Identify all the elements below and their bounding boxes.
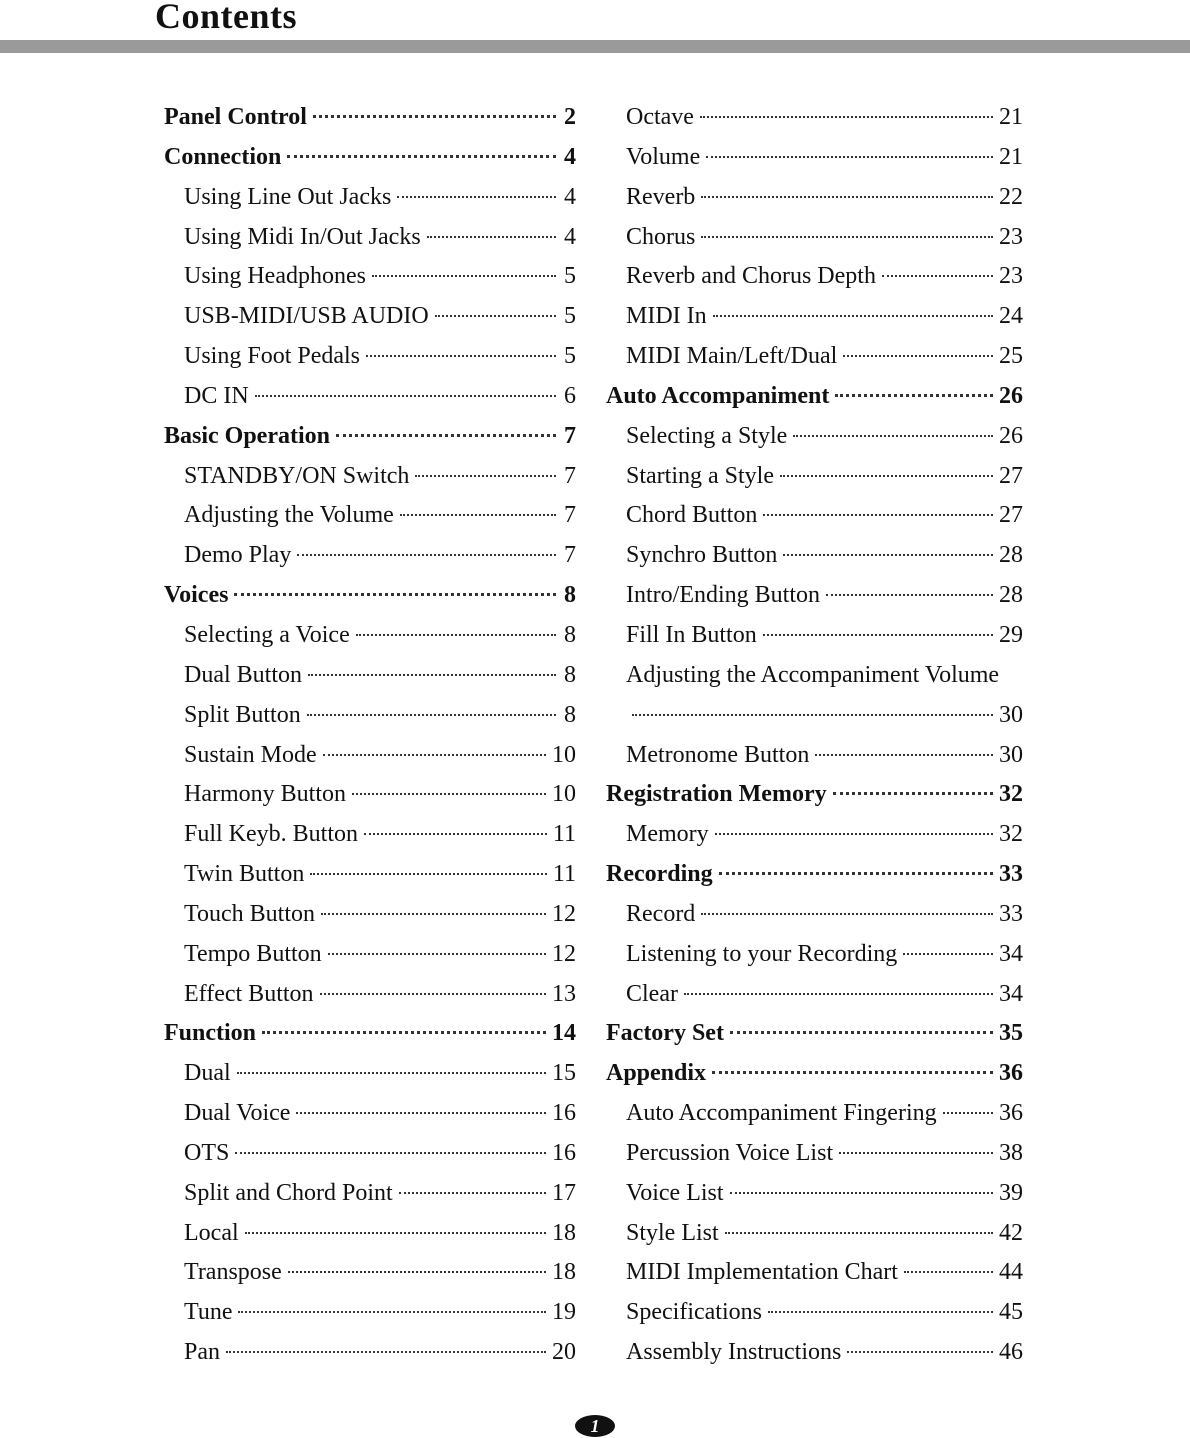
dot-leader: [713, 315, 993, 317]
toc-page-number: 5: [564, 343, 576, 370]
toc-entry-label: Full Keyb. Button: [184, 821, 359, 848]
toc-page-number: 38: [999, 1139, 1023, 1166]
dot-leader: [701, 236, 993, 238]
toc-entry-label: Transpose: [184, 1259, 282, 1286]
toc-page-number: 10: [552, 781, 576, 808]
toc-entry-label: Percussion Voice List: [626, 1139, 834, 1166]
dot-leader: [255, 395, 556, 397]
toc-page-number: 4: [564, 183, 576, 210]
toc-page-number: 36: [999, 1100, 1023, 1127]
toc-entry[interactable]: [606, 536, 1023, 576]
toc-page-number: 8: [564, 621, 576, 648]
toc-page-number: 24: [999, 303, 1023, 330]
toc-entry-label: Intro/Ending Button: [626, 582, 820, 609]
toc-entry-label: Voices: [164, 582, 229, 609]
toc-page-number: 39: [999, 1179, 1023, 1206]
toc-entry-label: DC IN: [184, 382, 249, 409]
toc-page-number: 8: [564, 582, 576, 609]
toc-entry-label: Using Headphones: [184, 263, 366, 290]
toc-entry-label: Specifications: [626, 1299, 762, 1326]
toc-page-number: 32: [999, 821, 1023, 848]
toc-entry-label: MIDI In: [626, 303, 707, 330]
toc-page-number: 28: [999, 542, 1023, 569]
toc-page-number: 12: [552, 940, 576, 967]
toc-entry-label: Listening to your Recording: [626, 940, 898, 967]
toc-page-number: 7: [564, 542, 576, 569]
toc-page-number: 34: [999, 940, 1023, 967]
toc-entry[interactable]: [606, 616, 1023, 656]
toc-page-number: 25: [999, 343, 1023, 370]
toc-page-number: 16: [552, 1139, 576, 1166]
toc-entry[interactable]: [606, 895, 1023, 935]
toc-page-number: 8: [564, 661, 576, 688]
dot-leader: [763, 514, 993, 516]
dot-leader: [235, 1152, 546, 1154]
dot-leader: [238, 1311, 546, 1313]
dot-leader: [719, 872, 993, 875]
toc-page-number: 16: [552, 1100, 576, 1127]
toc-entry[interactable]: [606, 815, 1023, 855]
toc-section-heading[interactable]: [606, 377, 1023, 417]
toc-entry[interactable]: [606, 218, 1023, 258]
toc-entry-label: MIDI Main/Left/Dual: [626, 343, 838, 370]
dot-leader: [320, 993, 546, 995]
toc-page-number: 32: [999, 781, 1023, 808]
toc-entry[interactable]: [164, 1054, 576, 1094]
toc-entry[interactable]: [164, 895, 576, 935]
toc-entry[interactable]: [606, 935, 1023, 975]
toc-page-number: 7: [564, 422, 576, 449]
toc-entry[interactable]: [606, 736, 1023, 776]
dot-leader: [826, 594, 993, 596]
toc-section-heading[interactable]: [606, 1014, 1023, 1054]
toc-entry[interactable]: [606, 178, 1023, 218]
dot-leader: [730, 1192, 993, 1194]
toc-entry-label: Selecting a Style: [626, 422, 788, 449]
toc-page-number: 17: [552, 1179, 576, 1206]
toc-page-number: 12: [552, 900, 576, 927]
toc-page-number: 33: [999, 861, 1023, 888]
toc-entry[interactable]: [606, 337, 1023, 377]
toc-entry-label: OTS: [184, 1139, 230, 1166]
toc-page-number: 13: [552, 980, 576, 1007]
toc-page-number: 29: [999, 621, 1023, 648]
toc-entry-label: Synchro Button: [626, 542, 778, 569]
toc-entry-label: Selecting a Voice: [184, 621, 350, 648]
toc-entry[interactable]: [164, 1134, 576, 1174]
toc-entry-label: Pan: [184, 1339, 220, 1366]
dot-leader: [783, 554, 993, 556]
dot-leader: [706, 156, 993, 158]
dot-leader: [847, 1351, 993, 1353]
toc-entry-label: Appendix: [606, 1060, 707, 1087]
toc-entry[interactable]: [164, 696, 576, 736]
dot-leader: [712, 1071, 993, 1074]
toc-entry[interactable]: [164, 1293, 576, 1333]
dot-leader: [336, 434, 556, 437]
toc-entry-label: Dual: [184, 1060, 231, 1087]
toc-entry[interactable]: [606, 696, 1023, 736]
toc-entry-label: Fill In Button: [626, 621, 757, 648]
toc-entry[interactable]: [164, 855, 576, 895]
dot-leader: [296, 1112, 546, 1114]
toc-entry-label: Adjusting the Accompaniment Volume: [626, 661, 1000, 688]
toc-entry-label: Using Line Out Jacks: [184, 183, 392, 210]
toc-entry[interactable]: [164, 656, 576, 696]
toc-entry[interactable]: [606, 496, 1023, 536]
dot-leader: [397, 196, 556, 198]
dot-leader: [310, 873, 547, 875]
toc-page-number: 44: [999, 1259, 1023, 1286]
toc-entry[interactable]: [606, 138, 1023, 178]
toc-section-heading[interactable]: [164, 138, 576, 178]
toc-entry[interactable]: [164, 457, 576, 497]
toc-entry-label: Twin Button: [184, 861, 305, 888]
toc-page-number: 35: [999, 1020, 1023, 1047]
toc-page-number: 4: [564, 223, 576, 250]
toc-entry-label: Recording: [606, 861, 713, 888]
dot-leader: [328, 953, 546, 955]
toc-entry-label: Reverb: [626, 183, 696, 210]
toc-entry[interactable]: [164, 297, 576, 337]
dot-leader: [701, 196, 993, 198]
dot-leader: [308, 674, 556, 676]
toc-page-number: 5: [564, 303, 576, 330]
dot-leader: [763, 634, 993, 636]
dot-leader: [313, 115, 556, 118]
toc-entry-label: Connection: [164, 143, 282, 170]
page-number-badge: 1: [575, 1415, 615, 1437]
toc-entry-label: Panel Control: [164, 104, 307, 130]
toc-entry-label: Auto Accompaniment: [606, 382, 830, 409]
dot-leader: [835, 394, 993, 397]
toc-entry-label: Adjusting the Volume: [184, 502, 394, 529]
dot-leader: [297, 554, 556, 556]
dot-leader: [904, 1271, 993, 1273]
toc-entry[interactable]: [164, 736, 576, 776]
toc-page-number: 27: [999, 462, 1023, 489]
toc-entry[interactable]: [164, 257, 576, 297]
toc-section-heading[interactable]: [606, 1054, 1023, 1094]
dot-leader: [833, 792, 993, 795]
toc-entry[interactable]: [164, 1094, 576, 1134]
toc-entry-label: Clear: [626, 980, 678, 1007]
toc-entry-label: Memory: [626, 821, 709, 848]
toc-entry-label: Using Foot Pedals: [184, 343, 361, 370]
toc-entry-label: Record: [626, 900, 696, 927]
toc-entry-label: Chorus: [626, 223, 696, 250]
toc-entry[interactable]: [606, 576, 1023, 616]
toc-entry-label: Dual Voice: [184, 1100, 291, 1127]
toc-entry[interactable]: [606, 1134, 1023, 1174]
dot-leader: [730, 1031, 993, 1034]
toc-entry[interactable]: [606, 1214, 1023, 1254]
dot-leader: [352, 793, 546, 795]
toc-page-number: 4: [564, 143, 576, 170]
toc-entry[interactable]: [164, 496, 576, 536]
dot-leader: [780, 475, 993, 477]
dot-leader: [262, 1031, 546, 1034]
toc-page-number: 14: [552, 1020, 576, 1047]
dot-leader: [356, 634, 556, 636]
toc-page-number: 45: [999, 1299, 1023, 1326]
toc-page-number: 36: [999, 1060, 1023, 1087]
toc-page-number: 8: [564, 701, 576, 728]
dot-leader: [234, 593, 556, 596]
dot-leader: [415, 475, 556, 477]
toc-entry-label: Assembly Instructions: [626, 1339, 842, 1366]
dot-leader: [287, 155, 556, 158]
dot-leader: [839, 1152, 993, 1154]
dot-leader: [815, 754, 993, 756]
toc-page-number: 2: [564, 104, 576, 130]
dot-leader: [427, 236, 556, 238]
toc-section-heading[interactable]: [164, 1014, 576, 1054]
toc-page-number: 7: [564, 502, 576, 529]
toc-section-heading[interactable]: [164, 417, 576, 457]
toc-section-heading[interactable]: [606, 855, 1023, 895]
dot-leader: [632, 714, 993, 716]
dot-leader: [684, 993, 993, 995]
dot-leader: [793, 435, 993, 437]
toc-entry-label: Split and Chord Point: [184, 1179, 393, 1206]
toc-entry-label: Starting a Style: [626, 462, 774, 489]
toc-entry-label: Dual Button: [184, 661, 302, 688]
toc-entry-label: Split Button: [184, 701, 301, 728]
toc-page-number: 7: [564, 462, 576, 489]
toc-entry-label: STANDBY/ON Switch: [184, 462, 410, 489]
toc-section-heading[interactable]: [164, 98, 576, 138]
dot-leader: [323, 754, 546, 756]
toc-page-number: 11: [552, 821, 576, 848]
toc-entry[interactable]: [164, 337, 576, 377]
dot-leader: [700, 116, 993, 118]
toc-page-number: 18: [552, 1259, 576, 1286]
toc-entry-label: Effect Button: [184, 980, 314, 1007]
toc-page-number: 21: [999, 104, 1023, 130]
toc-entry[interactable]: [164, 178, 576, 218]
toc-page-number: 11: [552, 861, 576, 888]
toc-right-column: [606, 98, 1023, 1373]
toc-entry[interactable]: [164, 616, 576, 656]
toc-entry-label: Local: [184, 1219, 239, 1246]
toc-entry[interactable]: [164, 775, 576, 815]
toc-entry[interactable]: [164, 536, 576, 576]
toc-page-number: 10: [552, 741, 576, 768]
toc-entry[interactable]: [606, 1094, 1023, 1134]
toc-entry[interactable]: [606, 1174, 1023, 1214]
toc-entry-label: Sustain Mode: [184, 741, 317, 768]
toc-entry[interactable]: [164, 1214, 576, 1254]
toc-entry[interactable]: [164, 377, 576, 417]
toc-entry[interactable]: [606, 417, 1023, 457]
toc-entry-label: Harmony Button: [184, 781, 346, 808]
toc-entry-label: Tune: [184, 1299, 233, 1326]
toc-entry-label: Volume: [626, 143, 701, 170]
toc-entry-label: Chord Button: [626, 502, 758, 529]
toc-page-number: 30: [999, 701, 1023, 728]
dot-leader: [372, 275, 556, 277]
toc-page-number: 22: [999, 183, 1023, 210]
dot-leader: [364, 833, 547, 835]
toc-entry-label: Function: [164, 1020, 257, 1047]
toc-page-number: 34: [999, 980, 1023, 1007]
toc-entry-label: Octave: [626, 104, 694, 130]
toc-page-number: 23: [999, 263, 1023, 290]
toc-left-column: [164, 98, 576, 1373]
toc-page-number: 5: [564, 263, 576, 290]
page-title: Contents: [155, 0, 298, 36]
dot-leader: [226, 1351, 546, 1353]
toc-page-number: 33: [999, 900, 1023, 927]
toc-page-number: 20: [552, 1339, 576, 1366]
dot-leader: [400, 514, 556, 516]
toc-page-number: 6: [564, 382, 576, 409]
toc-entry[interactable]: [606, 656, 1023, 696]
dot-leader: [435, 315, 556, 317]
dot-leader: [245, 1232, 546, 1234]
toc-entry[interactable]: [606, 257, 1023, 297]
toc-page-number: 21: [999, 143, 1023, 170]
dot-leader: [715, 833, 993, 835]
toc-entry-label: Tempo Button: [184, 940, 322, 967]
toc-page-number: 23: [999, 223, 1023, 250]
dot-leader: [399, 1192, 546, 1194]
toc-page-number: 15: [552, 1060, 576, 1087]
toc-entry[interactable]: [606, 975, 1023, 1015]
toc-entry[interactable]: [606, 98, 1023, 138]
toc-entry-label: Demo Play: [184, 542, 292, 569]
toc-entry[interactable]: [164, 1174, 576, 1214]
toc-entry-label: MIDI Implementation Chart: [626, 1259, 898, 1286]
toc-page-number: 18: [552, 1219, 576, 1246]
toc-section-heading[interactable]: [164, 576, 576, 616]
toc-entry[interactable]: [164, 1253, 576, 1293]
dot-leader: [903, 953, 993, 955]
toc-entry-label: USB-MIDI/USB AUDIO: [184, 303, 429, 330]
toc-page-number: 28: [999, 582, 1023, 609]
title-divider: [0, 40, 1190, 53]
toc-entry[interactable]: [606, 457, 1023, 497]
toc-page-number: 26: [999, 422, 1023, 449]
toc-entry-label: Style List: [626, 1219, 719, 1246]
toc-entry[interactable]: [606, 297, 1023, 337]
dot-leader: [882, 275, 993, 277]
toc-entry[interactable]: [606, 1293, 1023, 1333]
toc-entry[interactable]: [164, 1333, 576, 1373]
toc-entry-label: Voice List: [626, 1179, 724, 1206]
dot-leader: [943, 1112, 993, 1114]
toc-entry[interactable]: [606, 1253, 1023, 1293]
dot-leader: [288, 1271, 546, 1273]
toc-entry[interactable]: [164, 935, 576, 975]
dot-leader: [366, 355, 556, 357]
toc-entry-label: Factory Set: [606, 1020, 724, 1047]
toc-entry-label: Basic Operation: [164, 422, 330, 449]
toc-entry-label: Touch Button: [184, 900, 315, 927]
dot-leader: [768, 1311, 993, 1313]
dot-leader: [701, 913, 993, 915]
toc-page-number: 30: [999, 741, 1023, 768]
toc-page-number: 46: [999, 1339, 1023, 1366]
toc-entry-label: Using Midi In/Out Jacks: [184, 223, 421, 250]
toc-section-heading[interactable]: [606, 775, 1023, 815]
dot-leader: [321, 913, 546, 915]
toc-page-number: 19: [552, 1299, 576, 1326]
toc-page-number: 26: [999, 382, 1023, 409]
toc-page-number: 27: [999, 502, 1023, 529]
dot-leader: [843, 355, 993, 357]
toc-entry[interactable]: [164, 815, 576, 855]
toc-entry[interactable]: [164, 218, 576, 258]
toc-entry-label: Registration Memory: [606, 781, 827, 808]
dot-leader: [237, 1072, 546, 1074]
toc-entry-label: Reverb and Chorus Depth: [626, 263, 876, 290]
toc-page-number: 42: [999, 1219, 1023, 1246]
dot-leader: [307, 714, 556, 716]
dot-leader: [725, 1232, 993, 1234]
toc-entry-label: Metronome Button: [626, 741, 810, 768]
toc-entry[interactable]: [164, 975, 576, 1015]
toc-entry[interactable]: [606, 1333, 1023, 1373]
toc-entry-label: Auto Accompaniment Fingering: [626, 1100, 937, 1127]
